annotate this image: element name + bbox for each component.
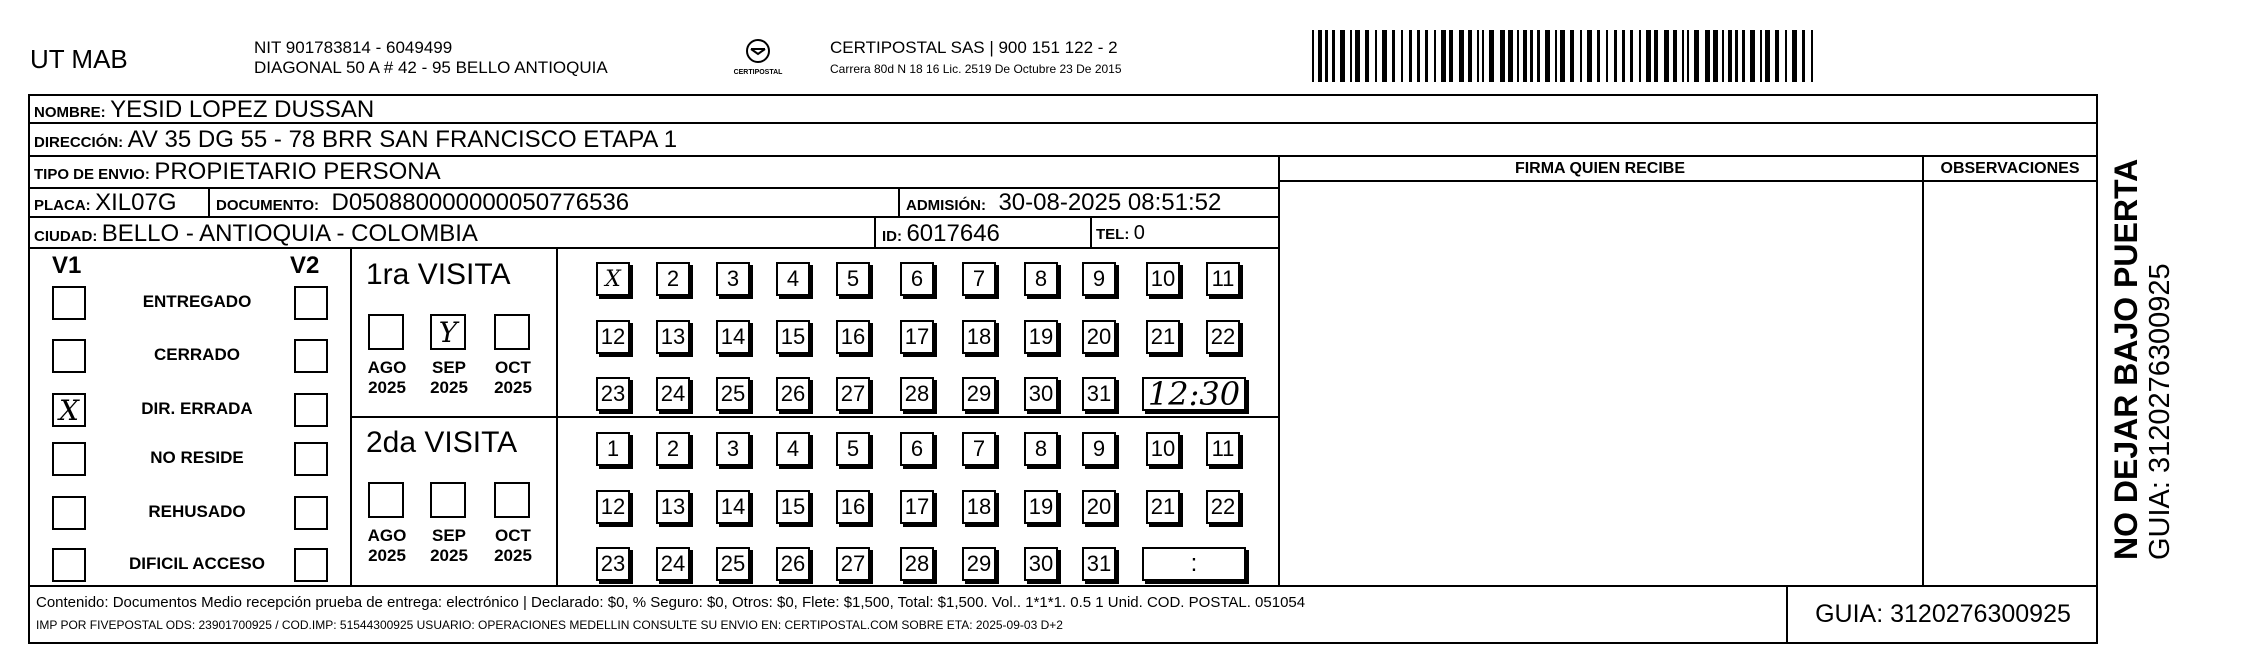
observaciones-header: OBSERVACIONES bbox=[1940, 160, 2080, 177]
visit2-day-31[interactable]: 31 bbox=[1082, 547, 1116, 581]
id-value: 6017646 bbox=[906, 220, 1000, 247]
footer-content: Contenido: Documentos Medio recepción prueba de entrega: electrónico | Declarado: $0, % Seguro: $0, Otros: $0, Flete: $1,500, Total: $1,500. Vol.. 1*1*1. 0.5 1 Unid. COD. POSTAL. 051054 bbox=[36, 594, 1306, 611]
visit2-day-29[interactable]: 29 bbox=[962, 547, 996, 581]
tipo-row bbox=[34, 158, 441, 186]
visit1-day-11[interactable]: 11 bbox=[1206, 262, 1240, 296]
visit1-day-16[interactable]: 16 bbox=[836, 320, 870, 354]
visit2-day-1[interactable]: 1 bbox=[596, 432, 630, 466]
ciudad-label: CIUDAD: bbox=[34, 228, 98, 245]
visit1-day-30[interactable]: 30 bbox=[1024, 377, 1058, 411]
visit2-month-label-0: AGO 2025 bbox=[367, 526, 407, 565]
visit2-day-6[interactable]: 6 bbox=[900, 432, 934, 466]
license-info: Carrera 80d N 18 16 Lic. 2519 De Octubre 23 De 2015 bbox=[830, 62, 1122, 76]
v1-checkbox-2[interactable]: X bbox=[52, 393, 86, 427]
status-label-5: DIFICIL ACCESO bbox=[128, 554, 265, 573]
admision-value: 30-08-2025 08:51:52 bbox=[998, 189, 1222, 216]
visit2-day-30[interactable]: 30 bbox=[1024, 547, 1058, 581]
visit1-day-18[interactable]: 18 bbox=[962, 320, 996, 354]
status-label-2: DIR. ERRADA bbox=[141, 399, 253, 418]
visit1-month-box-1[interactable]: Y bbox=[430, 314, 466, 350]
visit1-month-box-2[interactable] bbox=[494, 314, 530, 350]
barcode-bars bbox=[1312, 30, 1820, 82]
visit2-day-7[interactable]: 7 bbox=[962, 432, 996, 466]
visit1-day-10[interactable]: 10 bbox=[1146, 262, 1180, 296]
visit1-title: 1ra VISITA bbox=[366, 258, 511, 291]
visit2-day-25[interactable]: 25 bbox=[716, 547, 750, 581]
documento-row bbox=[216, 189, 629, 217]
visit2-day-10[interactable]: 10 bbox=[1146, 432, 1180, 466]
status-label-0: ENTREGADO bbox=[142, 292, 252, 311]
visit1-day-24[interactable]: 24 bbox=[656, 377, 690, 411]
visit1-day-8[interactable]: 8 bbox=[1024, 262, 1058, 296]
v1-checkbox-1[interactable] bbox=[52, 339, 86, 373]
visit1-day-5[interactable]: 5 bbox=[836, 262, 870, 296]
side-text bbox=[2108, 159, 2176, 560]
visit2-day-20[interactable]: 20 bbox=[1082, 490, 1116, 524]
nombre-row bbox=[34, 96, 374, 124]
direccion-label: DIRECCIÓN: bbox=[34, 134, 124, 151]
id-row bbox=[882, 220, 1000, 248]
envelope-icon bbox=[743, 38, 773, 64]
no-dejar-warning: NO DEJAR BAJO PUERTA bbox=[2108, 158, 2144, 560]
visit2-day-16[interactable]: 16 bbox=[836, 490, 870, 524]
ciudad-value: BELLO - ANTIOQUIA - COLOMBIA bbox=[101, 220, 478, 247]
certipostal-logo bbox=[728, 38, 788, 84]
visit1-day-23[interactable]: 23 bbox=[596, 377, 630, 411]
visit2-day-28[interactable]: 28 bbox=[900, 547, 934, 581]
visit2-day-17[interactable]: 17 bbox=[900, 490, 934, 524]
visit1-day-25[interactable]: 25 bbox=[716, 377, 750, 411]
v2-checkbox-5[interactable] bbox=[294, 548, 328, 582]
visit1-day-20[interactable]: 20 bbox=[1082, 320, 1116, 354]
visit2-day-4[interactable]: 4 bbox=[776, 432, 810, 466]
visit1-day-26[interactable]: 26 bbox=[776, 377, 810, 411]
documento-value: D050880000000050776536 bbox=[331, 189, 630, 216]
visit1-day-9[interactable]: 9 bbox=[1082, 262, 1116, 296]
v1-header: V1 bbox=[52, 252, 82, 279]
visit2-day-26[interactable]: 26 bbox=[776, 547, 810, 581]
v2-checkbox-0[interactable] bbox=[294, 286, 328, 320]
admision-label: ADMISIÓN: bbox=[906, 197, 986, 214]
visit2-day-22[interactable]: 22 bbox=[1206, 490, 1240, 524]
v2-header: V2 bbox=[290, 252, 320, 279]
nit: NIT 901783814 - 6049499 bbox=[254, 38, 453, 57]
visit2-day-27[interactable]: 27 bbox=[836, 547, 870, 581]
visit1-day-27[interactable]: 27 bbox=[836, 377, 870, 411]
visit1-day-28[interactable]: 28 bbox=[900, 377, 934, 411]
visit1-day-12[interactable]: 12 bbox=[596, 320, 630, 354]
visit2-day-21[interactable]: 21 bbox=[1146, 490, 1180, 524]
footer-print-info: IMP POR FIVEPOSTAL ODS: 23901700925 / COD.IMP: 51544300925 USUARIO: OPERACIONES MEDELLIN CONSULTE SU ENVIO EN: CERTIPOSTAL.COM SOBRE ETA: 2025-09-03 D+2 bbox=[36, 618, 1063, 632]
firma-header: FIRMA QUIEN RECIBE bbox=[1514, 160, 1686, 177]
v1-checkbox-3[interactable] bbox=[52, 442, 86, 476]
placa-row bbox=[34, 189, 177, 217]
barcode bbox=[1312, 30, 1820, 82]
placa-label: PLACA: bbox=[34, 197, 91, 214]
visit1-day-19[interactable]: 19 bbox=[1024, 320, 1058, 354]
visit2-day-2[interactable]: 2 bbox=[656, 432, 690, 466]
visit1-day-31[interactable]: 31 bbox=[1082, 377, 1116, 411]
visit2-day-12[interactable]: 12 bbox=[596, 490, 630, 524]
visit1-day-14[interactable]: 14 bbox=[716, 320, 750, 354]
tel-row bbox=[1096, 222, 1145, 245]
v1-checkbox-0[interactable] bbox=[52, 286, 86, 320]
status-label-1: CERRADO bbox=[154, 345, 240, 364]
visit2-day-18[interactable]: 18 bbox=[962, 490, 996, 524]
visit2-day-13[interactable]: 13 bbox=[656, 490, 690, 524]
nombre-label: NOMBRE: bbox=[34, 104, 106, 121]
visit2-month-box-1[interactable] bbox=[430, 482, 466, 518]
placa-value: XIL07G bbox=[95, 189, 177, 216]
visit1-month-label-0: AGO 2025 bbox=[367, 358, 407, 397]
visit2-day-9[interactable]: 9 bbox=[1082, 432, 1116, 466]
visit2-month-label-1: SEP 2025 bbox=[430, 526, 468, 565]
visit2-day-5[interactable]: 5 bbox=[836, 432, 870, 466]
visit1-day-22[interactable]: 22 bbox=[1206, 320, 1240, 354]
tipo-label: TIPO DE ENVIO: bbox=[34, 166, 150, 183]
tipo-value: PROPIETARIO PERSONA bbox=[154, 158, 441, 185]
admision-row bbox=[906, 189, 1221, 217]
visit1-month-label-1: SEP 2025 bbox=[430, 358, 468, 397]
visit1-day-13[interactable]: 13 bbox=[656, 320, 690, 354]
visit1-day-15[interactable]: 15 bbox=[776, 320, 810, 354]
v1-checkbox-4[interactable] bbox=[52, 496, 86, 530]
visit1-day-21[interactable]: 21 bbox=[1146, 320, 1180, 354]
tel-label: TEL: bbox=[1096, 226, 1130, 243]
v2-checkbox-1[interactable] bbox=[294, 339, 328, 373]
visit2-month-box-2[interactable] bbox=[494, 482, 530, 518]
visit2-title: 2da VISITA bbox=[366, 426, 518, 459]
visit1-time-box[interactable]: 12:30 bbox=[1142, 377, 1246, 411]
v2-checkbox-3[interactable] bbox=[294, 442, 328, 476]
visit1-day-2[interactable]: 2 bbox=[656, 262, 690, 296]
v1-checkbox-5[interactable] bbox=[52, 548, 86, 582]
tel-value: 0 bbox=[1133, 222, 1145, 244]
visit1-day-1[interactable]: X bbox=[596, 262, 630, 296]
visit2-day-19[interactable]: 19 bbox=[1024, 490, 1058, 524]
visit1-day-29[interactable]: 29 bbox=[962, 377, 996, 411]
visit2-day-24[interactable]: 24 bbox=[656, 547, 690, 581]
visit2-day-3[interactable]: 3 bbox=[716, 432, 750, 466]
visit2-day-15[interactable]: 15 bbox=[776, 490, 810, 524]
status-label-3: NO RESIDE bbox=[150, 448, 244, 467]
company-name: UT MAB bbox=[30, 44, 128, 74]
visit2-time-box[interactable]: : bbox=[1142, 547, 1246, 581]
direccion-row bbox=[34, 126, 677, 154]
visit2-day-23[interactable]: 23 bbox=[596, 547, 630, 581]
footer-guia: GUIA: 3120276300925 bbox=[1815, 600, 2071, 628]
status-label-4: REHUSADO bbox=[148, 502, 246, 521]
visit1-day-3[interactable]: 3 bbox=[716, 262, 750, 296]
ciudad-row bbox=[34, 220, 478, 248]
visit2-day-11[interactable]: 11 bbox=[1206, 432, 1240, 466]
direccion-value: AV 35 DG 55 - 78 BRR SAN FRANCISCO ETAPA 1 bbox=[127, 126, 678, 153]
company-address: DIAGONAL 50 A # 42 - 95 BELLO ANTIOQUIA bbox=[254, 58, 608, 77]
v2-checkbox-2[interactable] bbox=[294, 393, 328, 427]
side-guia: GUIA: 3120276300925 bbox=[2144, 263, 2176, 560]
nombre-value: YESID LOPEZ DUSSAN bbox=[110, 96, 375, 123]
visit1-month-box-0[interactable] bbox=[368, 314, 404, 350]
logo-text: CERTIPOSTAL bbox=[733, 69, 783, 76]
v2-checkbox-4[interactable] bbox=[294, 496, 328, 530]
certipostal-info: CERTIPOSTAL SAS | 900 151 122 - 2 bbox=[830, 38, 1118, 57]
visit1-month-label-2: OCT 2025 bbox=[494, 358, 532, 397]
visit2-month-box-0[interactable] bbox=[368, 482, 404, 518]
documento-label: DOCUMENTO: bbox=[216, 197, 320, 214]
visit1-day-6[interactable]: 6 bbox=[900, 262, 934, 296]
visit1-day-7[interactable]: 7 bbox=[962, 262, 996, 296]
visit2-day-14[interactable]: 14 bbox=[716, 490, 750, 524]
visit1-day-17[interactable]: 17 bbox=[900, 320, 934, 354]
visit1-day-4[interactable]: 4 bbox=[776, 262, 810, 296]
id-label: ID: bbox=[882, 228, 902, 245]
visit2-month-label-2: OCT 2025 bbox=[494, 526, 532, 565]
visit2-day-8[interactable]: 8 bbox=[1024, 432, 1058, 466]
